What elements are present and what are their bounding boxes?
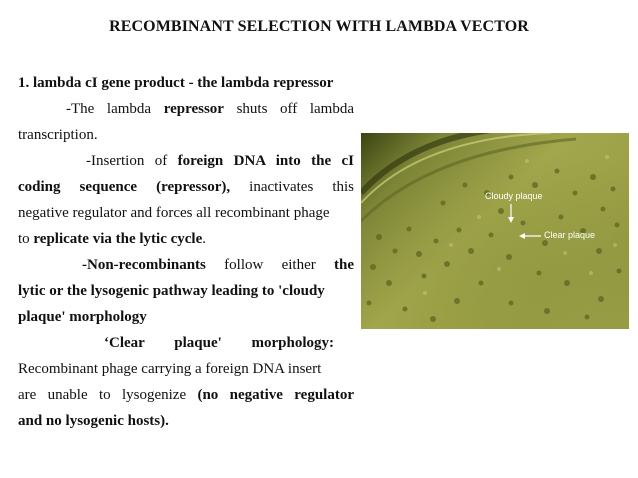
paragraph-2-line-1: -Insertion of foreign DNA into the cI xyxy=(86,153,355,169)
body-text xyxy=(18,70,354,434)
paragraph-3-line-3: plaque' morphology xyxy=(18,309,147,325)
paragraph-2-line-3: negative regulator and forces all recombinant phage xyxy=(18,205,330,221)
cloudy-plaque-label: Cloudy plaque xyxy=(485,191,543,201)
clear-plaque-label: Clear plaque xyxy=(544,230,596,240)
paragraph-3-line-1: -Non-recombinants follow either the xyxy=(82,257,354,273)
paragraph-4-line-1: Recombinant phage carrying a foreign DNA insert xyxy=(18,361,322,377)
paragraph-2-line-2: coding sequence (repressor), inactivates this xyxy=(18,179,355,195)
paragraph-3-line-2: lytic or the lysogenic pathway leading to 'cloudy xyxy=(18,283,325,299)
plaque-plate-photo xyxy=(361,133,629,329)
paragraph-4-line-3: and no lysogenic hosts). xyxy=(18,413,169,429)
section-heading: 1. lambda cI gene product - the lambda repressor xyxy=(18,75,334,91)
paragraph-2-line-4: to replicate via the lytic cycle. xyxy=(18,231,206,247)
slide-title: RECOMBINANT SELECTION WITH LAMBDA VECTOR xyxy=(109,18,529,35)
paragraph-1-line-2: transcription. xyxy=(18,127,98,143)
paragraph-4-heading: ‘Clear plaque' morphology: xyxy=(104,335,334,351)
paragraph-4-line-2: are unable to lysogenize (no negative regulator xyxy=(18,387,355,403)
paragraph-1-line-1: -The lambda repressor shuts off lambda xyxy=(66,101,354,117)
